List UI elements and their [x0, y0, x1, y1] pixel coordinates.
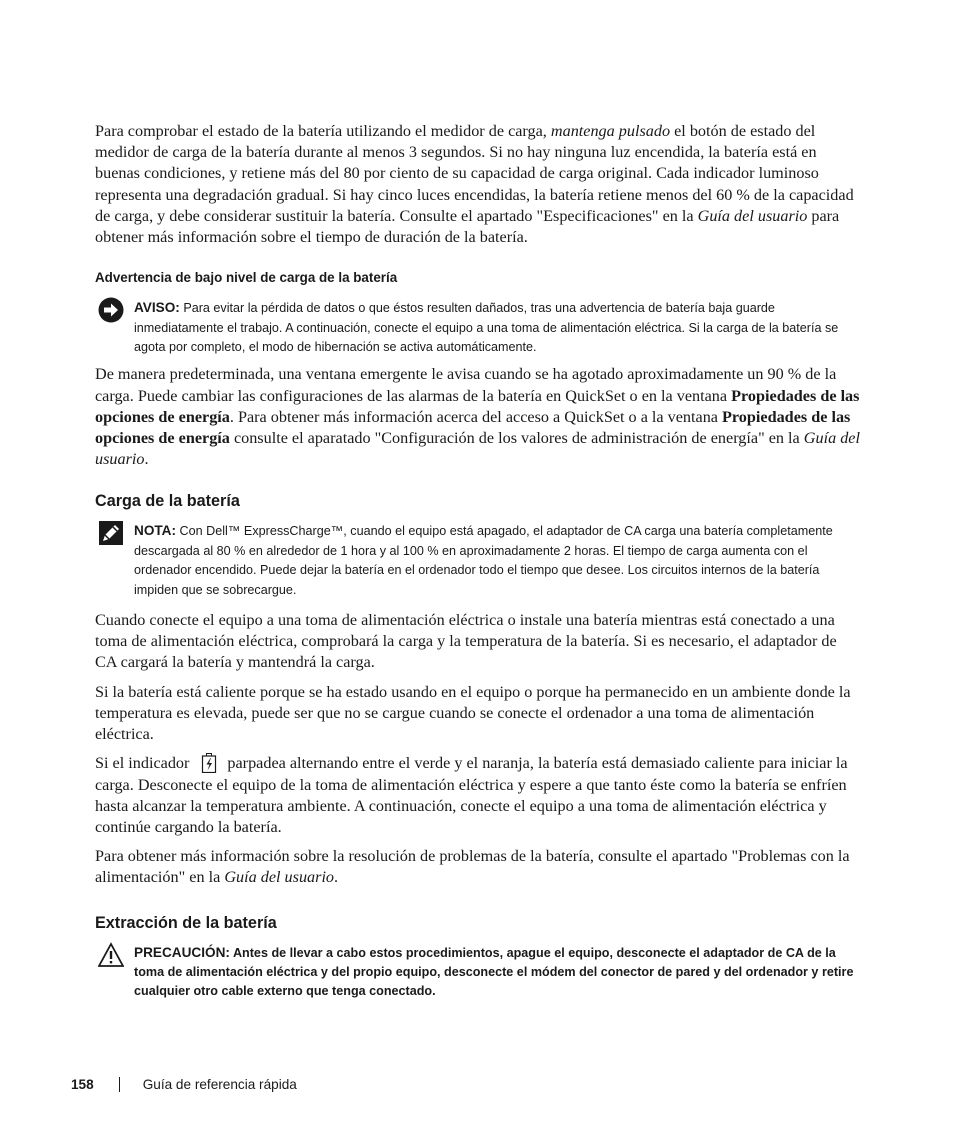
italic-run: Guía del usuario — [95, 429, 860, 469]
text-run: Para obtener más información sobre la resolución de problemas de la batería, consulte el apartado "Problemas con la alimentación" en la — [95, 847, 850, 887]
italic-run: Guía del usuario — [224, 868, 335, 887]
heading-battery-removal: Extracción de la batería — [95, 913, 277, 932]
footer-title: Guía de referencia rápida — [142, 1077, 297, 1092]
notice-aviso-text — [134, 298, 860, 357]
page-footer — [71, 1077, 297, 1092]
text-run: De manera predeterminada, una ventana emergente le avisa cuando se ha agotado aproximadamente un 90 % de la carga. Puede cambiar las configuraciones de las alarmas de la batería en QuickSet o en la ventana — [95, 365, 837, 405]
notice-precaucion-text — [134, 943, 860, 1002]
paragraph-default-popup — [95, 364, 860, 470]
caution-triangle-icon — [98, 942, 124, 968]
footer-separator — [119, 1077, 120, 1092]
text-run: . Para obtener más información acerca del acceso a QuickSet o a la ventana — [229, 407, 723, 426]
battery-charge-icon — [201, 753, 217, 773]
bold-run: Propiedades de las opciones de energía — [95, 386, 860, 426]
notice-body: Para evitar la pérdida de datos o que éstos resulten dañados, tras una advertencia de batería baja guarde inmediatamente el trabajo. A continuación, conecte el equipo a una toma de alimentación eléctrica. Si la carga de la batería se agota por completo, el modo de hibernación se activa automáticamente. — [134, 301, 839, 355]
heading-battery-charging: Carga de la batería — [95, 492, 240, 511]
notice-precaucion — [95, 943, 860, 1002]
paragraph-charge-meter — [95, 121, 860, 248]
notice-aviso — [95, 298, 860, 357]
notice-nota — [95, 521, 860, 600]
italic-run: mantenga pulsado — [550, 122, 671, 140]
notice-body: Con Dell™ ExpressCharge™, cuando el equipo está apagado, el adaptador de CA carga una batería completamente descargada al 80 % en alrededor de 1 hora y al 100 % en aproximadamente 2 horas. El tiempo de carga aumenta con el ordenador encendido. Puede dejar la batería en el ordenador todo el tiempo que desee. Los circuitos internos de la batería impiden que se sobrecargue. — [134, 524, 833, 597]
notice-label: NOTA: — [134, 523, 177, 539]
paragraph-more-info — [95, 846, 860, 888]
notice-nota-text — [134, 521, 860, 600]
page-number: 158 — [71, 1077, 94, 1092]
heading-low-battery-warning: Advertencia de bajo nivel de carga de la batería — [95, 270, 398, 286]
text-run: consulte el aparatado "Configuración de los valores de administración de energía" en la — [229, 429, 804, 448]
text-run: parpadea alternando entre el verde y el naranja, la batería está demasiado caliente para iniciar la carga. Desconecte el equipo de la toma de alimentación eléctrica y espere a que tanto éste como la batería se enfríen hasta alcanzar la temperatura ambiente. A continuación, conecte el equipo a una toma de alimentación eléctrica y continúe cargando la batería. — [95, 754, 848, 836]
page-content — [95, 121, 860, 1012]
text-run: . — [334, 868, 339, 887]
notice-label: PRECAUCIÓN: — [134, 944, 230, 960]
paragraph-hot-battery: Si la batería está caliente porque se ha estado usando en el equipo o porque ha permanecido en un ambiente donde la temperatura es elevada, puede ser que no se cargue cuando se conecte el ordenador a una toma de alimentación eléctrica. — [95, 682, 851, 744]
text-run: el botón de estado del medidor de carga de la batería durante al menos 3 segundos. Si no hay ninguna luz encendida, la batería está en buenas condiciones, y retiene más del 80 por ciento de su capacidad de carga original. Cada indicador luminoso representa una degradación gradual. Si hay cinco luces encendidas, la batería retiene menos del 60 % de la capacidad de carga, y debe considerar sustituir la batería. Consulte el apartado "Especificaciones" en la — [95, 122, 854, 225]
text-run: para obtener más información sobre el tiempo de duración de la batería. — [95, 206, 840, 247]
text-run: Si el indicador — [95, 754, 190, 773]
text-run: . — [144, 450, 149, 469]
note-pencil-icon — [98, 520, 124, 546]
text-run: Para comprobar el estado de la batería utilizando el medidor de carga, — [95, 122, 551, 140]
notice-icon — [98, 297, 124, 323]
notice-body: Antes de llevar a cabo estos procedimientos, apague el equipo, desconecte el adaptador de CA de la toma de alimentación eléctrica y del propio equipo, desconecte el módem del conector de pared y del ordenador y retire cualquier otro cable externo que tenga conectado. — [134, 945, 854, 999]
paragraph-indicator — [95, 753, 860, 838]
notice-label: AVISO: — [134, 300, 180, 316]
paragraph-connect-charge: Cuando conecte el equipo a una toma de alimentación eléctrica o instale una batería mientras está conectado a una toma de alimentación eléctrica, comprobará la carga y la temperatura de la batería. Si es necesario, el adaptador de CA cargará la batería y mantendrá la carga. — [95, 611, 837, 672]
bold-run: Propiedades de las opciones de energía — [95, 407, 851, 448]
italic-run: Guía del usuario — [697, 206, 808, 225]
